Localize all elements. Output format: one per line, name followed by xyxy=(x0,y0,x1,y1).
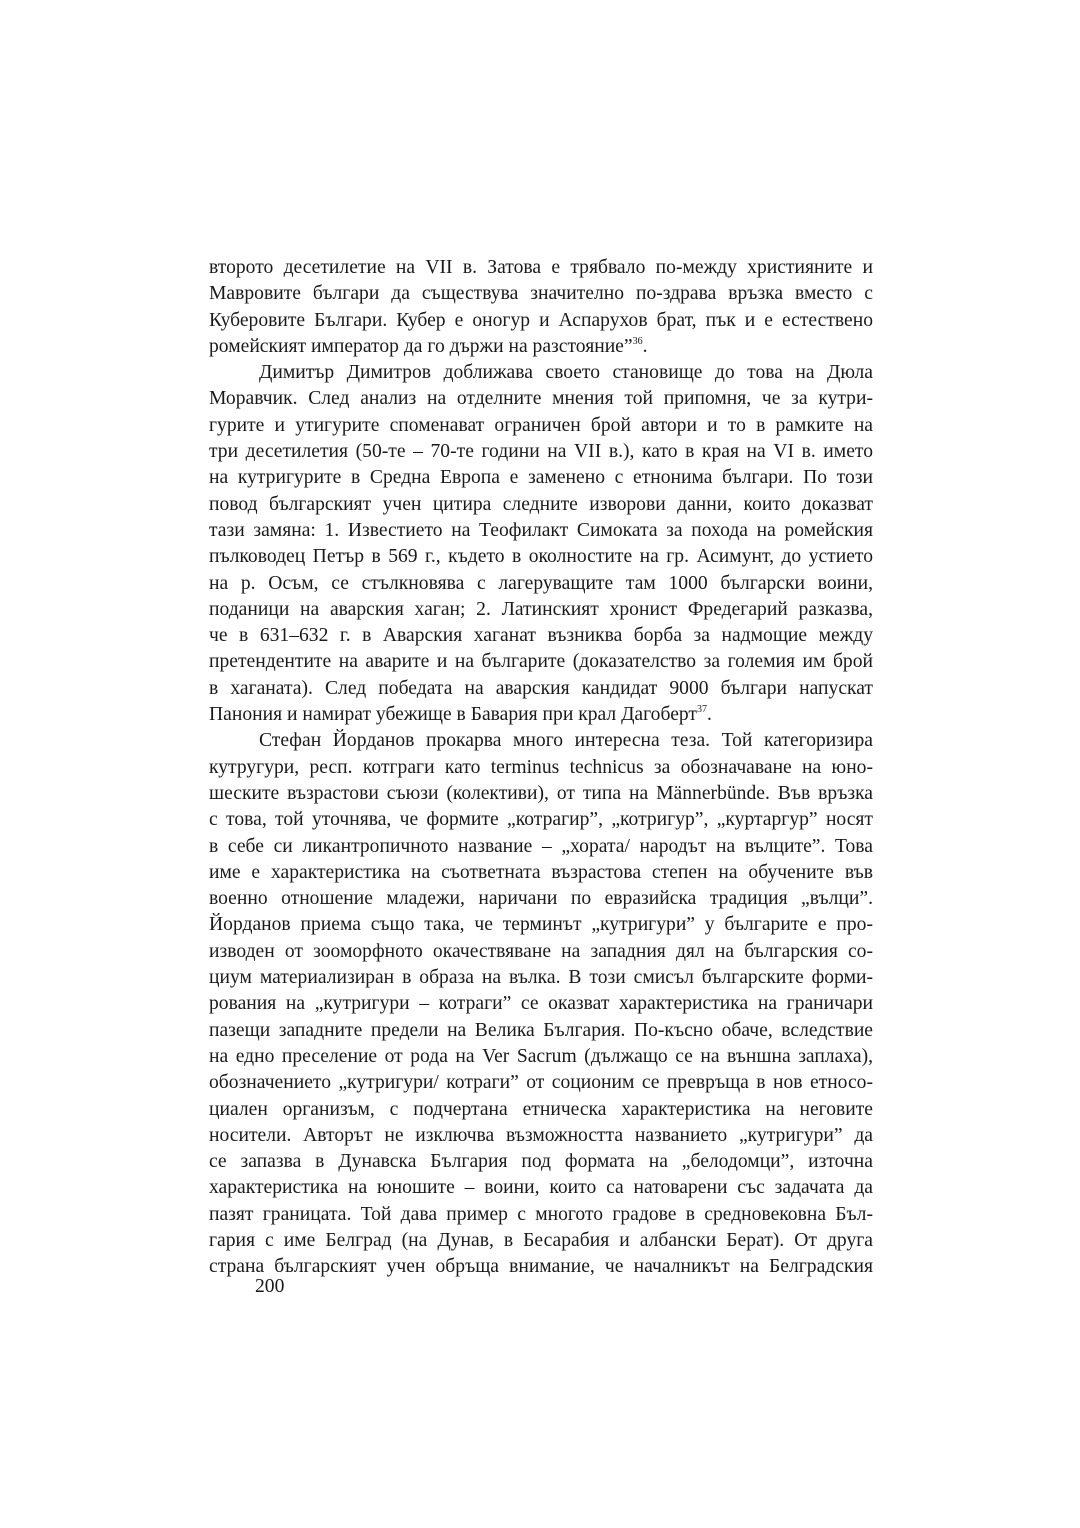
text-line-punctuation: . xyxy=(707,704,712,726)
text-line-content: кутругури, респ. котграги като terminus technicus за обозначаване на юно- xyxy=(209,756,873,778)
text-line-content: на кутригурите в Средна Европа е заменено с етнонима българи. По този xyxy=(209,467,873,489)
text-line-content: в хаганата). След победата на аварския кандидат 9000 българи напускат xyxy=(209,677,873,699)
text-line-content: пълководец Петър в 569 г., където в околностите на гр. Асимунт, до устието xyxy=(209,546,873,568)
text-line xyxy=(209,781,873,807)
text-line-content: Моравчик. След анализ на отделните мнения той припомня, че за кутри- xyxy=(209,388,873,410)
text-line-content: изводен от зооморфното окачествяване на западния дял на българския со- xyxy=(209,940,873,962)
text-line-content: Стефан Йорданов прокарва много интересна теза. Той категоризира xyxy=(259,730,873,752)
footnote-reference: 37 xyxy=(697,704,707,716)
text-line-content: тази замяна: 1. Известието на Теофилакт Симоката за похода на ромейския xyxy=(209,519,873,541)
text-line xyxy=(209,1254,873,1280)
text-line xyxy=(209,360,873,386)
text-line xyxy=(209,465,873,491)
page-number: 200 xyxy=(255,1276,285,1297)
text-line-content: характеристика на юношите – воини, които са натоварени със задачата да xyxy=(209,1177,873,1199)
text-line-content: се запазва в Дунавска България под формата на „белодомци”, източна xyxy=(209,1151,873,1173)
text-line-content: гария с име Белград (на Дунав, в Бесарабия и албански Берат). От друга xyxy=(209,1229,873,1251)
text-line-content: обозначението „кутригури/ котраги” от соционим се превръща в нов етносо- xyxy=(209,1072,873,1094)
text-line-content: рования на „кутригури – котраги” се оказват характеристика на граничари xyxy=(209,993,873,1015)
text-line xyxy=(209,886,873,912)
text-line-content: гурите и утигурите споменават ограничен брой автори и то в рамките на xyxy=(209,414,873,436)
text-line xyxy=(209,1070,873,1096)
text-line xyxy=(209,939,873,965)
text-line xyxy=(209,676,873,702)
text-line xyxy=(209,1018,873,1044)
text-line xyxy=(209,991,873,1017)
text-line xyxy=(209,728,873,754)
text-line-content: Димитър Димитров доближава своето становище до това на Дюла xyxy=(259,362,873,384)
text-line xyxy=(209,860,873,886)
text-line xyxy=(209,413,873,439)
text-line-content: военно отношение младежи, наричани по евразийска традиция „вълци”. xyxy=(209,888,873,910)
text-line xyxy=(209,1149,873,1175)
text-line-content: че в 631–632 г. в Аварския хаганат възниква борба за надмощие между xyxy=(209,625,873,647)
text-line xyxy=(209,702,873,728)
text-line xyxy=(209,965,873,991)
body-text xyxy=(209,255,873,1281)
text-line-content: носители. Авторът не изключва възможността названието „кутригури” да xyxy=(209,1124,873,1146)
text-line-content: Мавровите българи да съществува значително по-здрава връзка вместо с xyxy=(209,283,873,305)
text-line-content: циален организъм, с подчертана етническа характеристика на неговите xyxy=(209,1098,873,1120)
text-line xyxy=(209,912,873,938)
text-line-content: с това, той уточнява, че формите „котрагир”, „котригур”, „куртаргур” носят xyxy=(209,809,873,831)
text-line xyxy=(209,755,873,781)
text-line-content: в себе си ликантропичното название – „хората/ народът на вълците”. Това xyxy=(209,835,873,857)
text-line xyxy=(209,649,873,675)
text-line-content: Йорданов приема също така, че терминът „кутригури” у българите е про- xyxy=(209,914,873,936)
footnote-reference: 36 xyxy=(632,335,643,347)
text-line-content: циум материализиран в образа на вълка. В този смисъл българските форми- xyxy=(209,967,873,989)
text-line xyxy=(209,1175,873,1201)
text-line xyxy=(209,334,873,360)
text-line-content: пазят границата. Той дава пример с многото градове в средновековна Бъл- xyxy=(209,1203,873,1225)
text-line-content: поданици на аварския хаган; 2. Латинският хронист Фредегарий разказва, xyxy=(209,598,873,620)
text-line-content: три десетилетия (50-те – 70-те години на VII в.), като в края на VI в. името xyxy=(209,441,873,463)
text-line xyxy=(209,1228,873,1254)
text-line xyxy=(209,1202,873,1228)
text-line xyxy=(209,386,873,412)
text-line xyxy=(209,623,873,649)
text-line xyxy=(209,807,873,833)
text-line-content: на едно преселение от рода на Ver Sacrum (дължащо се на външна заплаха), xyxy=(209,1045,873,1067)
text-line-content: име е характеристика на съответната възрастова степен на обучените във xyxy=(209,861,873,883)
text-line xyxy=(209,281,873,307)
text-line xyxy=(209,834,873,860)
text-line-content: Панония и намират убежище в Бавария при крал Дагоберт xyxy=(209,704,697,726)
text-line xyxy=(209,1123,873,1149)
text-line-content: повод българският учен цитира следните изворови данни, които доказват xyxy=(209,493,873,515)
text-line-content: претендентите на аварите и на българите (доказателство за големия им брой xyxy=(209,651,873,673)
text-line xyxy=(209,492,873,518)
text-line xyxy=(209,597,873,623)
text-line xyxy=(209,571,873,597)
text-line-punctuation: . xyxy=(642,335,648,357)
text-line xyxy=(209,544,873,570)
text-line xyxy=(209,1097,873,1123)
text-line xyxy=(209,1044,873,1070)
text-line-content: на р. Осъм, се стълкновява с лагеруващите там 1000 български воини, xyxy=(209,572,873,594)
text-line-content: пазещи западните предели на Велика България. По-късно обаче, вследствие xyxy=(209,1019,873,1041)
text-line-content: ромейският император да го държи на разстояние” xyxy=(209,335,633,357)
text-line xyxy=(209,255,873,281)
text-line xyxy=(209,308,873,334)
text-line-content: шеските възрастови съюзи (колективи), от типа на Männerbünde. Във връзка xyxy=(209,782,873,804)
text-line xyxy=(209,439,873,465)
text-line xyxy=(209,518,873,544)
text-line-content: страна българският учен обръща внимание, че началникът на Белградския xyxy=(209,1256,873,1278)
text-line-content: Куберовите Българи. Кубер е оногур и Аспарухов брат, пък и е естествено xyxy=(209,309,873,331)
text-line-content: второто десетилетие на VII в. Затова е трябвало по-между християните и xyxy=(209,257,873,278)
